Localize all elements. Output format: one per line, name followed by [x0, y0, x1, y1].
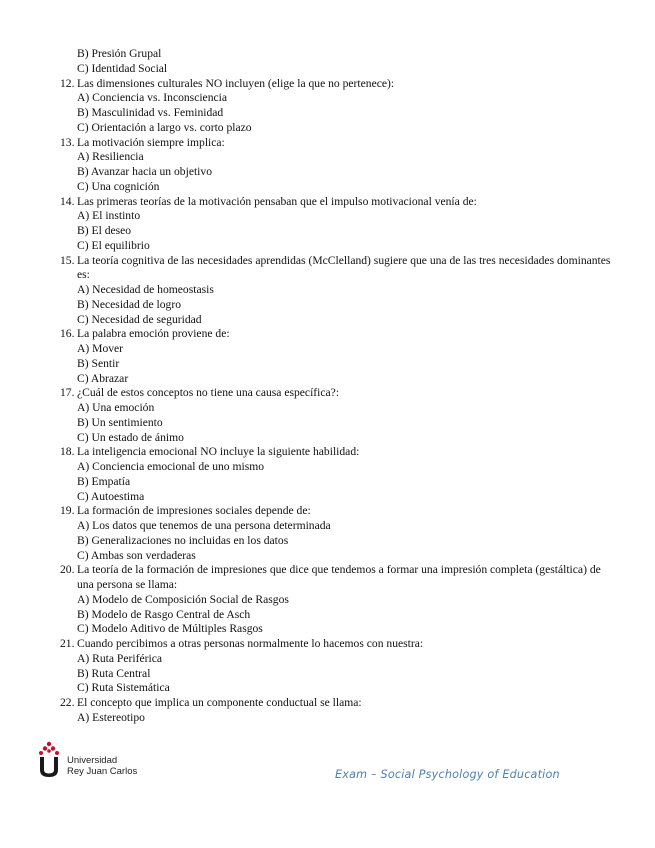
answer-option: C) Orientación a largo vs. corto plazo: [77, 120, 252, 134]
answer-option: B) Presión Grupal: [77, 47, 162, 60]
answer-option: C) Abrazar: [77, 371, 129, 385]
answer-option: A) Resiliencia: [77, 150, 144, 164]
answer-option: B) Empatía: [77, 474, 131, 488]
question-text: La teoría cognitiva de las necesidades aprendidas (McClelland) sugiere que una de las tres necesidades dominantes es:: [77, 253, 611, 282]
question-number: 13.: [60, 135, 75, 149]
question-item: [60, 77, 620, 92]
answer-option: C) Necesidad de seguridad: [77, 312, 202, 326]
answer-option: B) Un sentimiento: [77, 415, 163, 429]
exam-title: Exam – Social Psychology of Education: [335, 768, 560, 781]
answer-option: A) Los datos que tenemos de una persona determinada: [77, 519, 331, 532]
question-text: La formación de impresiones sociales depende de:: [77, 504, 311, 518]
question-item: [60, 327, 620, 342]
answer-option: A) Una emoción: [77, 401, 155, 414]
answer-option: B) Sentir: [77, 356, 120, 370]
question-number: 20.: [60, 563, 75, 577]
question-item: [60, 136, 620, 151]
question-number: 19.: [60, 504, 75, 518]
answer-option: A) Ruta Periférica: [77, 651, 162, 665]
question-number: 18.: [60, 445, 75, 459]
question-text: La palabra emoción proviene de:: [77, 327, 230, 341]
answer-option: A) Necesidad de homeostasis: [77, 283, 214, 296]
answer-option: A) El instinto: [77, 209, 141, 223]
answer-option: B) El deseo: [77, 224, 132, 237]
question-item: [60, 637, 620, 652]
question-number: 22.: [60, 696, 75, 709]
university-name-line1: Universidad: [67, 755, 118, 766]
answer-option: A) Conciencia emocional de uno mismo: [77, 460, 265, 473]
question-text: ¿Cuál de estos conceptos no tiene una causa específica?:: [77, 386, 340, 400]
question-text: La teoría de la formación de impresiones que dice que tendemos a formar una impresión completa (gestáltica) de una persona se llama:: [77, 563, 601, 591]
answer-option: C) Modelo Aditivo de Múltiples Rasgos: [77, 622, 263, 636]
answer-option: C) El equilibrio: [77, 238, 150, 252]
question-number: 15.: [60, 253, 75, 267]
question-text: Las dimensiones culturales NO incluyen (elige la que no pertenece):: [77, 76, 395, 90]
question-text: La inteligencia emocional NO incluye la siguiente habilidad:: [77, 445, 360, 459]
answer-option: C) Identidad Social: [77, 61, 168, 75]
question-number: 17.: [60, 386, 75, 400]
question-number: 12.: [60, 76, 75, 90]
question-item: [60, 563, 620, 593]
answer-option: B) Avanzar hacia un objetivo: [77, 165, 212, 178]
university-name-line2: Rey Juan Carlos: [67, 766, 138, 777]
question-number: 21.: [60, 637, 75, 650]
question-number: 14.: [60, 194, 75, 208]
question-list: [60, 47, 620, 726]
answer-option: C) Un estado de ánimo: [77, 430, 184, 444]
question-number: 16.: [60, 327, 75, 341]
answer-option: B) Masculinidad vs. Feminidad: [77, 106, 224, 119]
answer-option: C) Ruta Sistemática: [77, 681, 170, 695]
question-text: La motivación siempre implica:: [77, 135, 225, 149]
answer-option: B) Generalizaciones no incluidas en los datos: [77, 533, 289, 547]
answer-option: C) Una cognición: [77, 179, 160, 193]
question-text: Cuando percibimos a otras personas normalmente lo hacemos con nuestra:: [77, 637, 424, 650]
page-footer: [36, 741, 596, 781]
answer-option: C) Ambas son verdaderas: [77, 548, 196, 562]
question-item: [60, 696, 620, 711]
answer-option: A) Modelo de Composición Social de Rasgos: [77, 592, 289, 606]
answer-option: C) Autoestima: [77, 489, 145, 503]
answer-option: A) Conciencia vs. Inconsciencia: [77, 91, 228, 105]
university-name: [67, 755, 137, 777]
answer-option: B) Necesidad de logro: [77, 297, 181, 311]
answer-option: B) Ruta Central: [77, 666, 151, 680]
question-text: El concepto que implica un componente conductual se llama:: [77, 696, 362, 709]
answer-option: A) Estereotipo: [77, 710, 145, 724]
answer-option: A) Mover: [77, 342, 124, 355]
question-item: [60, 386, 620, 401]
question-item: [60, 195, 620, 210]
university-logo-icon: [36, 741, 62, 779]
question-item: [60, 445, 620, 460]
question-text: Las primeras teorías de la motivación pensaban que el impulso motivacional venía de:: [77, 194, 477, 208]
question-item: [60, 254, 620, 284]
question-item: [60, 504, 620, 519]
answer-option: B) Modelo de Rasgo Central de Asch: [77, 607, 251, 621]
